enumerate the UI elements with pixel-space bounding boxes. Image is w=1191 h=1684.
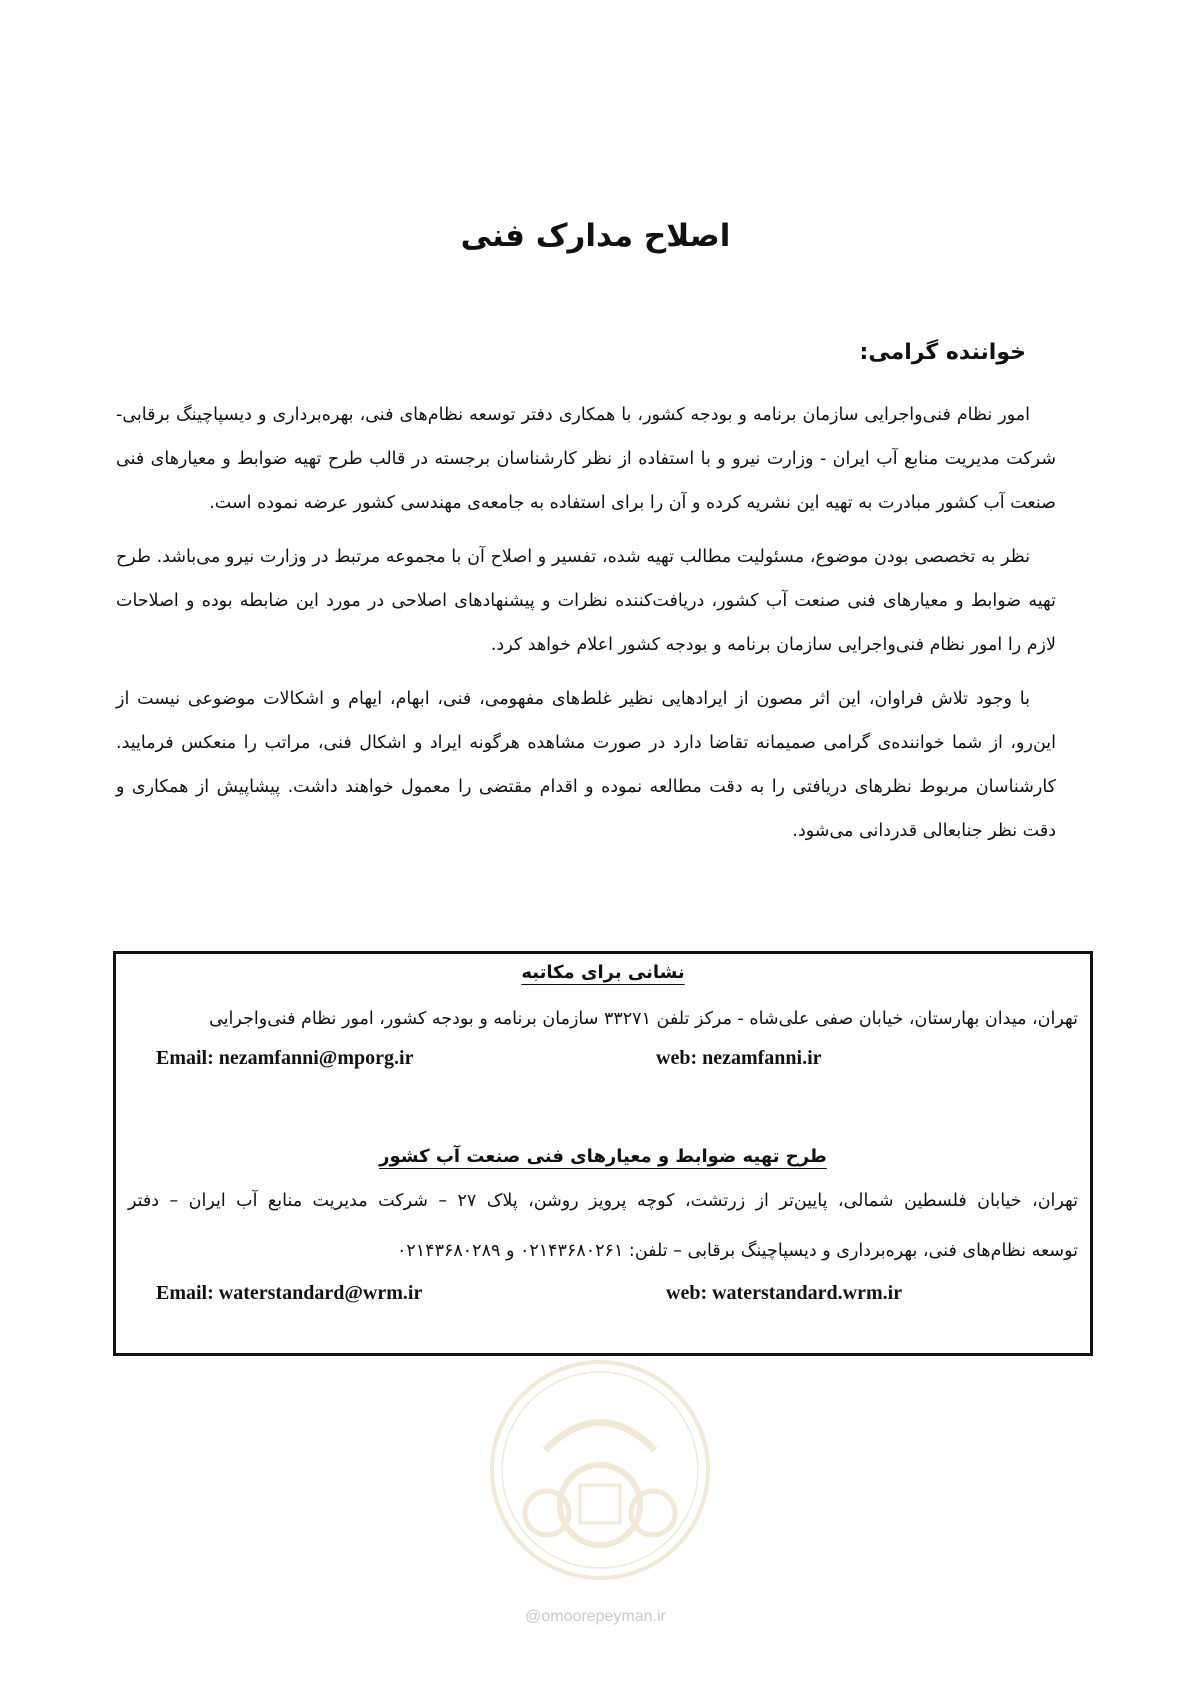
correspondence-title (116, 962, 1090, 983)
standards-office-address-line2: توسعه نظام‌های فنی، بهره‌برداری و دیسپاچینگ برقابی – تلفن: ۰۲۱۴۳۶۸۰۲۶۱ و ۰۲۱۴۳۶۸۰۲۸۹ (396, 1241, 1078, 1261)
watermark-logo (485, 1355, 715, 1585)
standards-office-email: Email: waterstandard@wrm.ir (156, 1282, 423, 1304)
paragraph: نظر به تخصصی بودن موضوع، مسئولیت مطالب تهیه شده، تفسیر و اصلاح آن با مجموعه مرتبط در وزارت نیرو می‌باشد. طرح تهیه ضوابط و معیارهای فنی صنعت آب کشور، دریافت‌کننده نظرات و پیشنهادهای اصلاحی در مورد این ضابطه بوده و اصلاحات لازم را امور نظام فنی‌واجرایی سازمان برنامه و بودجه کشور اعلام خواهد کرد. (116, 547, 1056, 655)
standards-office-title-text: طرح تهیه ضوابط و معیارهای فنی صنعت آب کشور (379, 1146, 827, 1167)
standards-office-web: web: waterstandard.wrm.ir (666, 1282, 903, 1304)
body-text (116, 393, 1056, 863)
correspondence-web: web: nezamfanni.ir (656, 1047, 822, 1069)
standards-office-address-line1: تهران، خیابان فلسطین شمالی، پایین‌تر از زرتشت، کوچه پرویز روشن، پلاک ۲۷ – شرکت مدیریت منابع آب ایران – دفتر (128, 1191, 1078, 1211)
contact-box (113, 951, 1093, 1356)
correspondence-title-text: نشانی برای مکاتبه (521, 962, 685, 983)
standards-office-title (116, 1146, 1090, 1167)
paragraph: با وجود تلاش فراوان، این اثر مصون از ایرادهایی نظیر غلط‌های مفهومی، فنی، ابهام، ایهام و اشکالات موضوعی نیست از این‌رو، از شما خواننده‌ی گرامی صمیمانه تقاضا دارد در صورت مشاهده هرگونه ایراد و اشکال فنی، مراتب را منعکس فرمایید. کارشناسان مربوط نظرهای دریافتی را به دقت مطالعه نموده و اقدام مقتضی را معمول خواهند داشت. پیشاپیش از همکاری و دقت نظر جنابعالی قدردانی می‌شود. (116, 689, 1056, 841)
page-title: اصلاح مدارک فنی (460, 218, 731, 254)
correspondence-address: تهران، میدان بهارستان، خیابان صفی علی‌شاه - مرکز تلفن ۳۳۲۷۱ سازمان برنامه و بودجه کشور، امور نظام فنی‌واجرایی (209, 1009, 1078, 1029)
greeting: خواننده گرامی: (859, 340, 1026, 365)
correspondence-email: Email: nezamfanni@mporg.ir (156, 1047, 414, 1069)
watermark-url: @omoorepeyman.ir (525, 1608, 666, 1625)
paragraph: امور نظام فنی‌واجرایی سازمان برنامه و بودجه کشور، با همکاری دفتر توسعه نظام‌های فنی، بهره‌برداری و دیسپاچینگ برقابی- شرکت مدیریت منابع آب ایران - وزارت نیرو و با استفاده از نظر کارشناسان برجسته در قالب طرح تهیه ضوابط و معیارهای فنی صنعت آب کشور مبادرت به تهیه این نشریه کرده و آن را برای استفاده به جامعه‌ی مهندسی کشور عرضه نموده است. (116, 405, 1056, 513)
